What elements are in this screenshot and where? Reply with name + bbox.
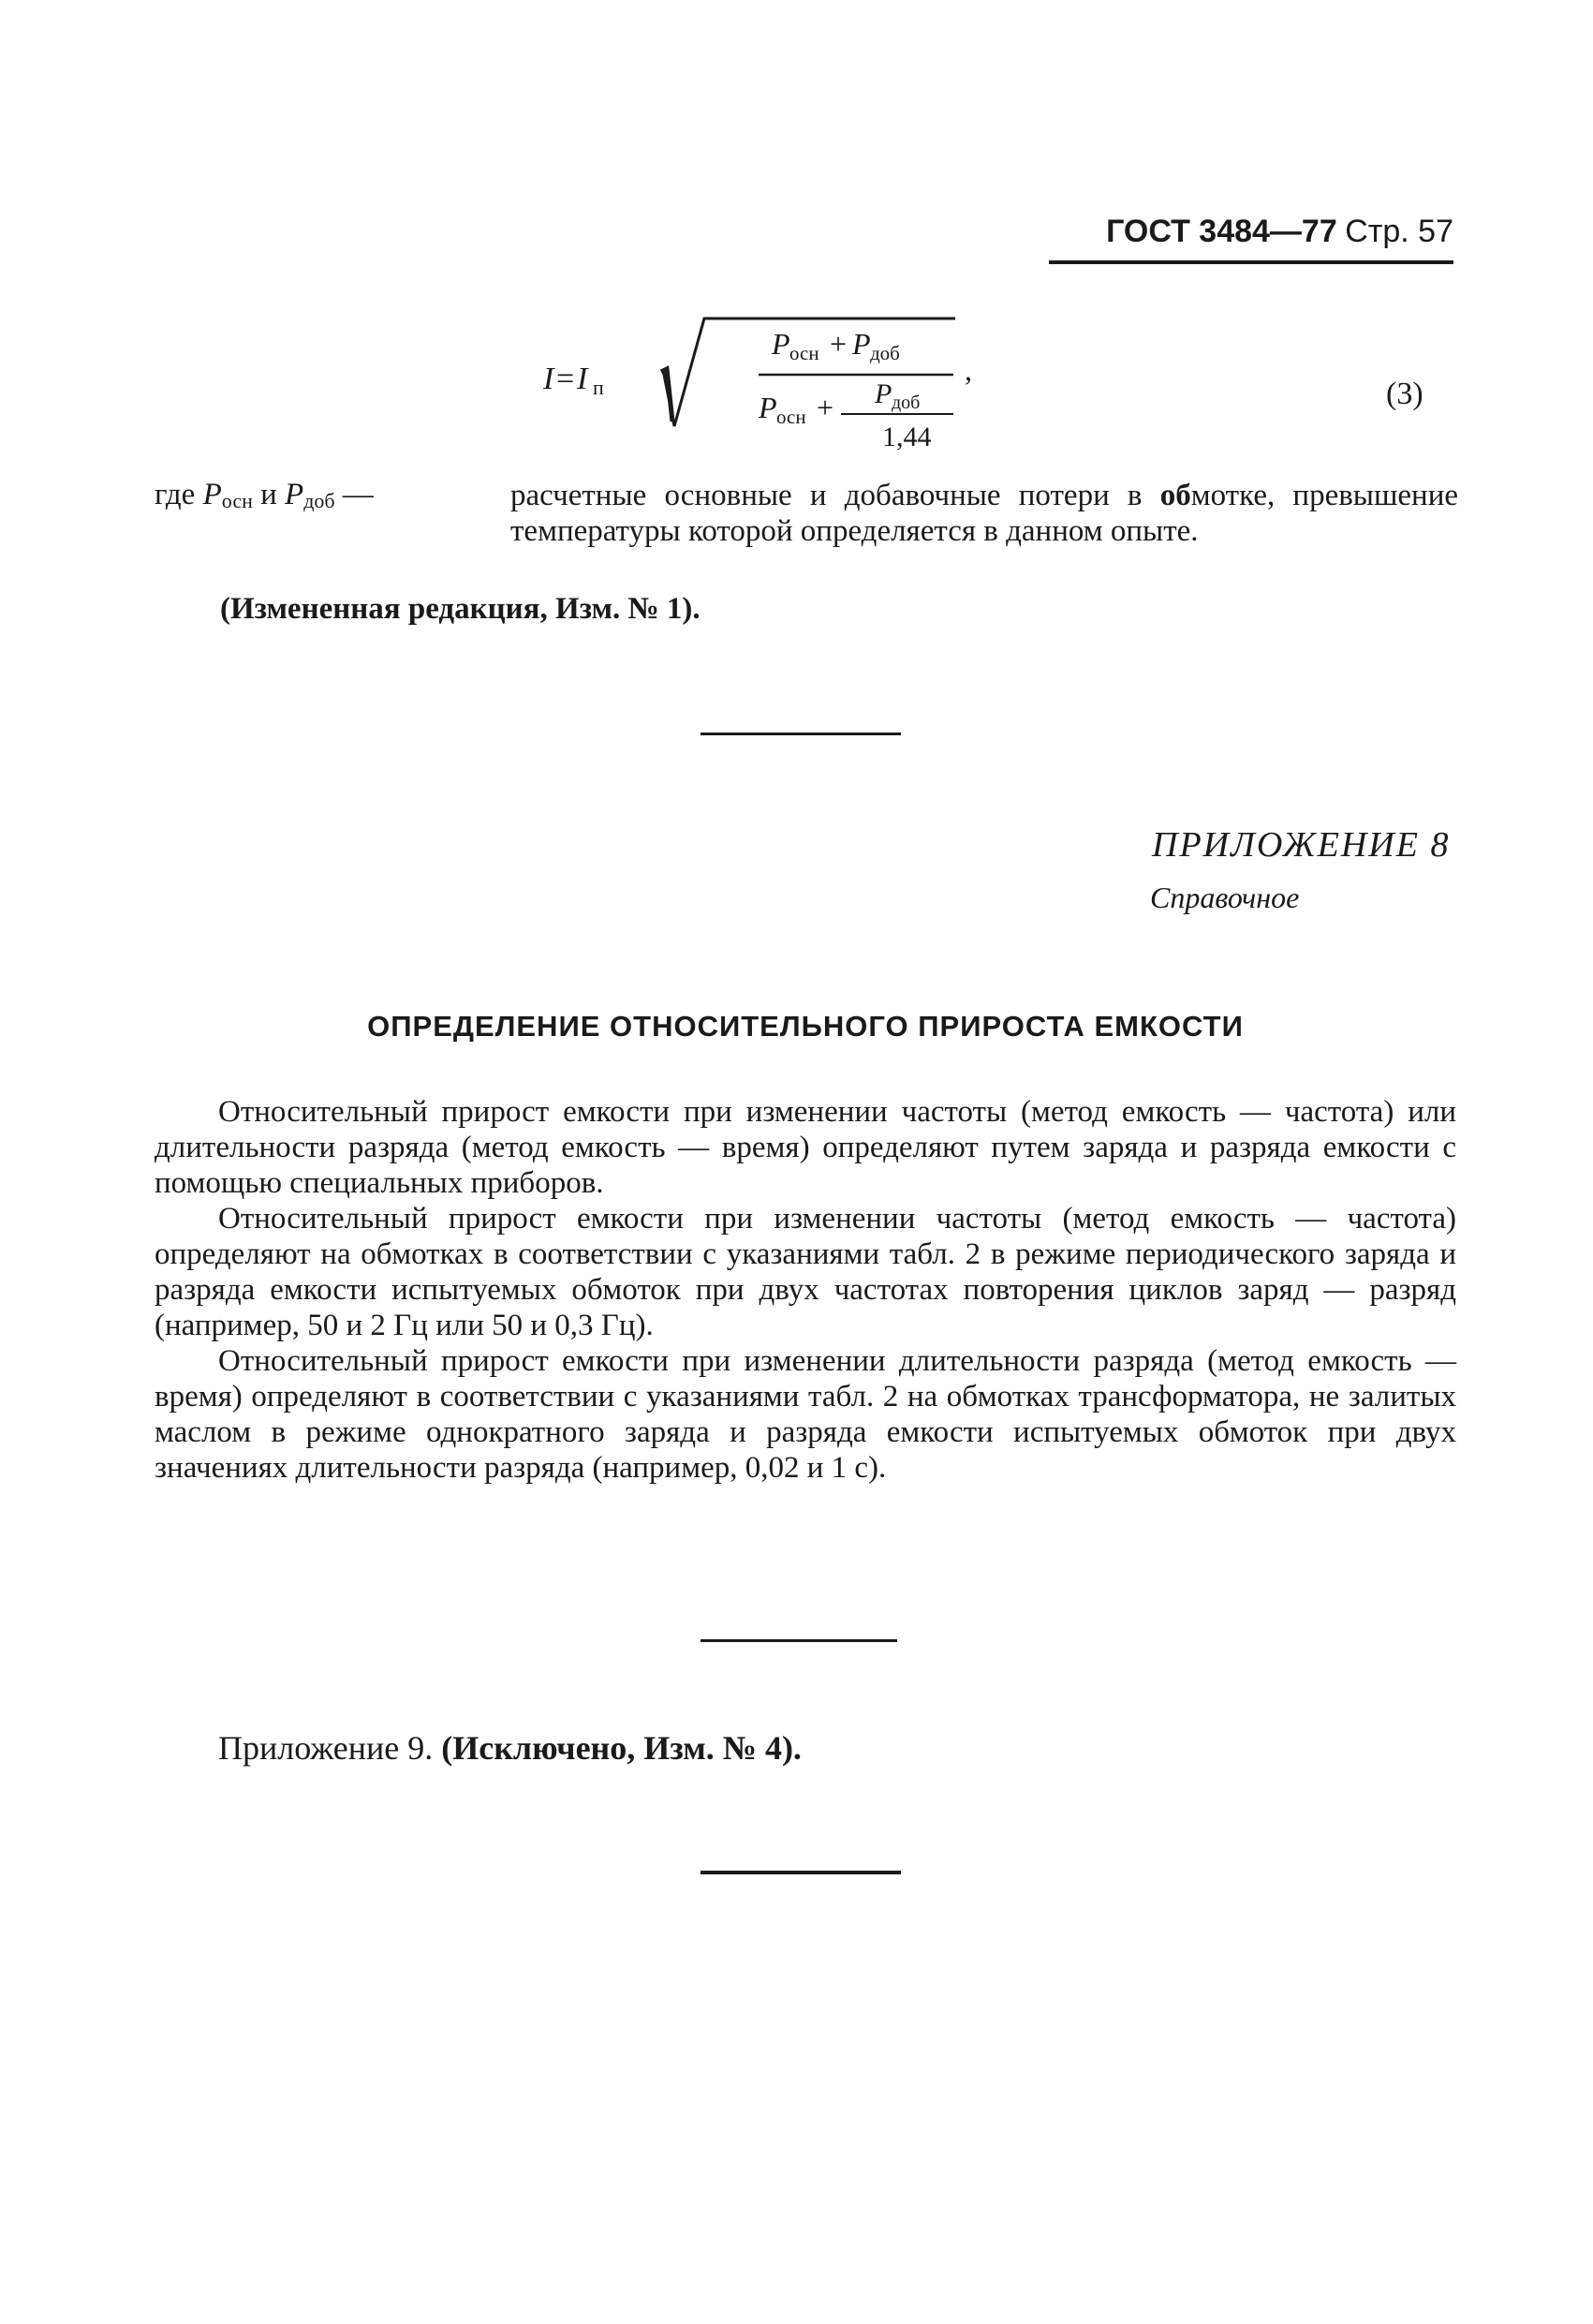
den-sub-dob: доб (892, 392, 921, 413)
appendix-8-type: Справочное (1150, 881, 1300, 914)
formula-3 (543, 300, 1011, 468)
header-rule (1049, 260, 1453, 264)
separator-rule-1 (701, 733, 901, 735)
appendix-9-prefix: Приложение 9. (218, 1729, 442, 1767)
appendix-8-title: ПРИЛОЖЕНИЕ 8 (1152, 825, 1451, 865)
den-divisor: 1,44 (882, 422, 932, 452)
formula-comma: , (965, 353, 972, 387)
where-p1: P (202, 478, 222, 511)
where-p2: P (285, 478, 304, 511)
paragraph-3: Относительный прирост емкости при изменении длительности разряда (метод емкость — время) определяют в соответствии с указаниями табл. 2 на обмотках трансформатора, не залитых маслом в режиме однократного заряда и разряда емкости испытуемых обмоток при двух значениях длительности разряда (например, 0,02 и 1 с). (155, 1344, 1456, 1485)
where-dash: — (342, 478, 374, 511)
den-plus: + (817, 391, 834, 424)
den-sub-osn: осн (776, 406, 806, 428)
where-text-bold: об (1159, 479, 1191, 512)
formula-graphic (543, 300, 1011, 468)
where-description (510, 478, 1458, 549)
where-text-1: расчетные основные и добавочные потери в (510, 479, 1160, 512)
den-p2: P (875, 378, 892, 409)
where-sub-dob: доб (303, 489, 335, 512)
gost-code: ГОСТ 3484—77 (1106, 214, 1337, 249)
paragraph-1: Относительный прирост емкости при изменении частоты (метод емкость — частота) или длительности разряда (метод емкость — время) определяют путем заряда и разряда емкости с помощью специальных приборов. (155, 1095, 1456, 1200)
formula-sub-n: п (593, 376, 604, 399)
body-text (155, 1094, 1456, 1486)
section-title: ОПРЕДЕЛЕНИЕ ОТНОСИТЕЛЬНОГО ПРИРОСТА ЕМКОСТИ (367, 1010, 1244, 1043)
formula-lhs-in: I (577, 362, 588, 396)
formula-equals: = (556, 362, 575, 396)
num-sub-osn: осн (789, 342, 819, 364)
page-number: Стр. 57 (1345, 214, 1453, 249)
where-text-2: мотке, превышение температуры которой определяется в данном опыте. (510, 479, 1459, 548)
where-prefix: где (155, 478, 196, 511)
appendix-9 (218, 1728, 802, 1768)
where-label (155, 478, 374, 513)
den-p1: P (759, 391, 777, 424)
where-and: и (260, 478, 277, 511)
num-plus: + (830, 327, 848, 361)
num-sub-dob: доб (870, 342, 900, 364)
num-p2: P (852, 327, 871, 361)
separator-rule-2 (701, 1639, 897, 1642)
revision-note-1: (Измененная редакция, Изм. № 1). (220, 592, 701, 626)
equation-number: (3) (1386, 377, 1423, 411)
formula-lhs-i: I (543, 362, 554, 396)
separator-rule-3 (701, 1871, 901, 1874)
where-sub-osn: осн (221, 489, 253, 512)
page-header (1030, 214, 1453, 250)
num-p1: P (772, 327, 790, 361)
paragraph-2: Относительный прирост емкости при изменении частоты (метод емкость — частота) определяют на обмотках в соответствии с указаниями табл. 2 в режиме периодического заряда и разряда емкости испытуемых обмоток при двух частотах повторения циклов заряд — разряд (например, 50 и 2 Гц или 50 и 0,3 Гц). (155, 1202, 1456, 1342)
appendix-9-note: (Исключено, Изм. № 4). (441, 1729, 802, 1767)
